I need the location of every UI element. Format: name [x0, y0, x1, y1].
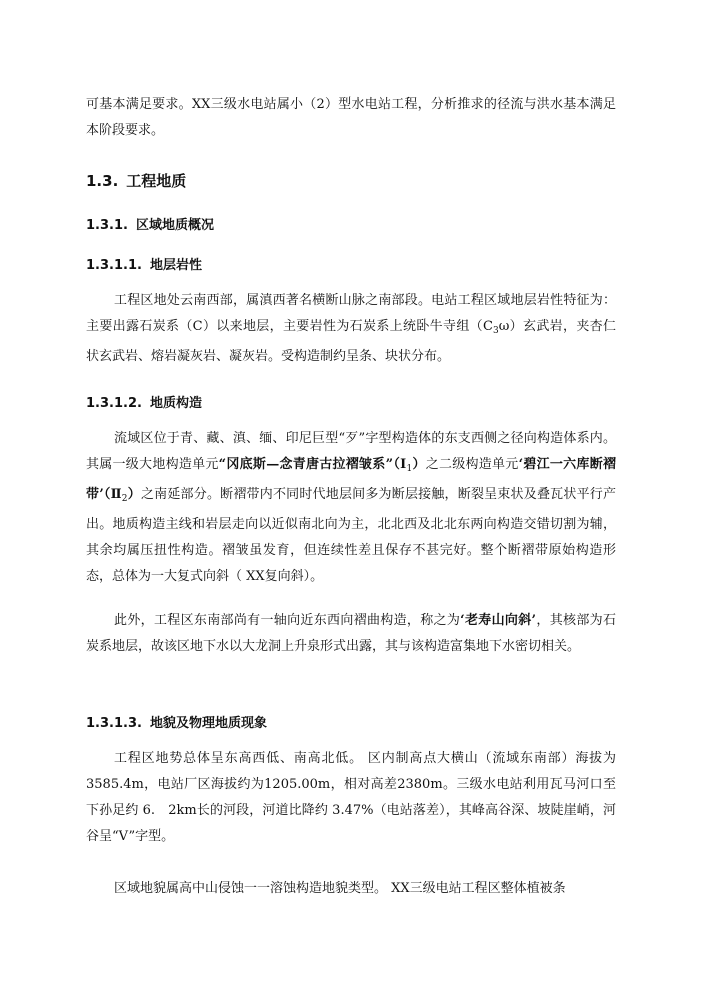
section-title: 工程地质: [126, 172, 187, 190]
subsection-number: 1.3.1.: [86, 218, 128, 233]
formation-code: C: [483, 319, 493, 334]
text-segment: 流域区位于青、藏、滇、缅、印尼巨型“歹”字型构造体的东支西侧之径向构造体系内。其属一级大地构造单元: [86, 431, 616, 472]
heading-geological-structure: [86, 392, 202, 411]
roman-subscript: 1: [406, 464, 413, 474]
paragraph-lithology: [86, 288, 616, 370]
heading-stratigraphy-lithology: [86, 254, 202, 273]
section-number: 1.3.: [86, 172, 119, 190]
tectonic-unit-1: “冈底斯—念青唐古拉褶皱系”: [218, 457, 394, 472]
roman-label: （Ⅰ: [393, 457, 407, 472]
roman-end: ）: [127, 487, 141, 502]
paragraph-hydrology-conclusion: [86, 92, 616, 144]
heading-geomorphology: [86, 712, 267, 731]
subsection-title: 区域地质概况: [135, 218, 214, 233]
heading-number: 1.3.1.2.: [86, 396, 142, 411]
paragraph-landform: [86, 876, 616, 902]
syncline-name: ‘老寿山向斜’: [460, 613, 537, 628]
heading-title: 地貌及物理地质现象: [149, 716, 267, 731]
paragraph-text: 可基本满足要求。XX三级水电站属小（2）型水电站工程，分析推求的径流与洪水基本满足本阶段要求。: [86, 97, 616, 138]
heading-number: 1.3.1.3.: [86, 716, 142, 731]
text-segment: 之二级构造单元: [425, 457, 519, 472]
paragraph-text: 工程区地势总体呈东高西低、南高北低。 区内制高点大横山（流域东南部）海拔为3585.4m，电站厂区海拔约为1205.00m，相对高差2380m。三级水电站利用瓦马河口至下孙足约 6. 2km长的河段，河道比降约 3.47%（电站落差），其峰高谷深、坡陡崖峭，河谷呈“V”字型。: [86, 751, 616, 844]
roman-subscript: 2: [121, 494, 128, 504]
formation-subscript: 3: [492, 326, 499, 336]
text-segment: 此外，工程区东南部尚有一轴向近东西向褶曲构造，称之为: [114, 613, 461, 628]
heading-title: 地质构造: [149, 396, 202, 411]
formation-symbol: ω: [498, 319, 510, 334]
paragraph-structure: [86, 426, 616, 590]
tectonic-unit-2: ‘碧江一六库断褶带’: [86, 457, 616, 502]
subsection-heading-regional-geology: [86, 214, 214, 233]
text-segment: 之南延部分。断褶带内不同时代地层间多为断层接触，断裂呈束状及叠瓦状平行产出。地质构造主线和岩层走向以近似南北向为主，北北西及北北东两向构造交错切割为辅，其余均属压扭性构造。褶皱虽发育，但连续性差且保存不甚完好。整个断褶带原始构造形态，总体为一大复式向斜（ XX复向斜）。: [86, 487, 616, 584]
section-heading-engineering-geology: [86, 170, 186, 191]
paragraph-syncline: [86, 608, 616, 660]
heading-title: 地层岩性: [149, 258, 202, 273]
paragraph-text: 区域地貌属高中山侵蚀一一溶蚀构造地貌类型。 XX三级电站工程区整体植被条: [114, 881, 566, 896]
heading-number: 1.3.1.1.: [86, 258, 142, 273]
roman-end: ）: [412, 457, 426, 472]
roman-label: （Ⅱ: [103, 487, 122, 502]
text-segment: ，其核部为石炭系地层，故该区地下水以大龙洞上升泉形式出露，其与该构造富集地下水密切相关。: [86, 613, 616, 654]
paragraph-terrain: [86, 746, 616, 850]
text-segment: 工程区地处云南西部，属滇西著名横断山脉之南部段。电站工程区域地层岩性特征为：主要出露石炭系（C）以来地层，主要岩性为石炭系上统卧牛寺组（: [86, 293, 616, 334]
text-segment: ）玄武岩，夹杏仁状玄武岩、熔岩凝灰岩、凝灰岩。受构造制约呈条、块状分布。: [86, 319, 616, 364]
